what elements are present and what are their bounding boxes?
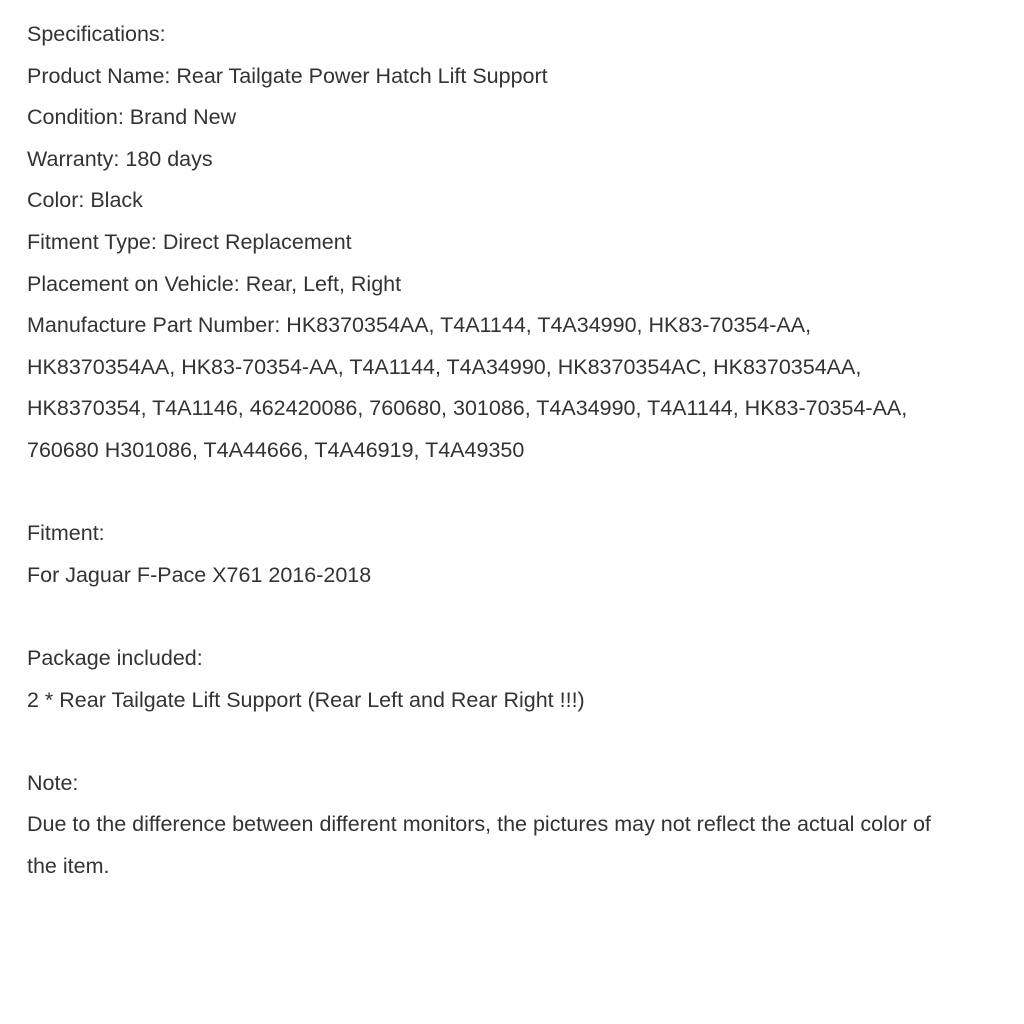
- spec-placement: Placement on Vehicle: Rear, Left, Right: [27, 271, 402, 296]
- spec-part-numbers-line-1: Manufacture Part Number: HK8370354AA, T4A1144, T4A34990, HK83-70354-AA,: [27, 313, 812, 338]
- spec-color: Color: Black: [27, 188, 143, 213]
- package-contents: 2 * Rear Tailgate Lift Support (Rear Left and Rear Right !!!): [27, 687, 585, 712]
- spec-part-numbers-line-4: 760680 H301086, T4A44666, T4A46919, T4A49350: [27, 437, 525, 462]
- spec-warranty: Warranty: 180 days: [27, 146, 213, 171]
- note-text-line-1: Due to the difference between different monitors, the pictures may not reflect the actual color of: [27, 812, 931, 837]
- spec-part-numbers-line-2: HK8370354AA, HK83-70354-AA, T4A1144, T4A34990, HK8370354AC, HK8370354AA,: [27, 354, 862, 379]
- package-heading: Package included:: [27, 645, 203, 670]
- note-text-line-2: the item.: [27, 853, 110, 878]
- spec-fitment-type: Fitment Type: Direct Replacement: [27, 229, 352, 254]
- spec-part-numbers-line-3: HK8370354, T4A1146, 462420086, 760680, 301086, T4A34990, T4A1144, HK83-70354-AA,: [27, 396, 908, 421]
- spacer: [27, 721, 1007, 763]
- spacer: [27, 472, 1007, 514]
- spacer: [27, 596, 1007, 638]
- fitment-vehicle: For Jaguar F-Pace X761 2016-2018: [27, 562, 372, 587]
- product-description: [27, 14, 1007, 887]
- fitment-heading: Fitment:: [27, 521, 105, 546]
- note-heading: Note:: [27, 770, 79, 795]
- spec-condition: Condition: Brand New: [27, 105, 237, 130]
- specifications-heading: Specifications:: [27, 22, 166, 46]
- spec-product-name: Product Name: Rear Tailgate Power Hatch Lift Support: [27, 63, 548, 88]
